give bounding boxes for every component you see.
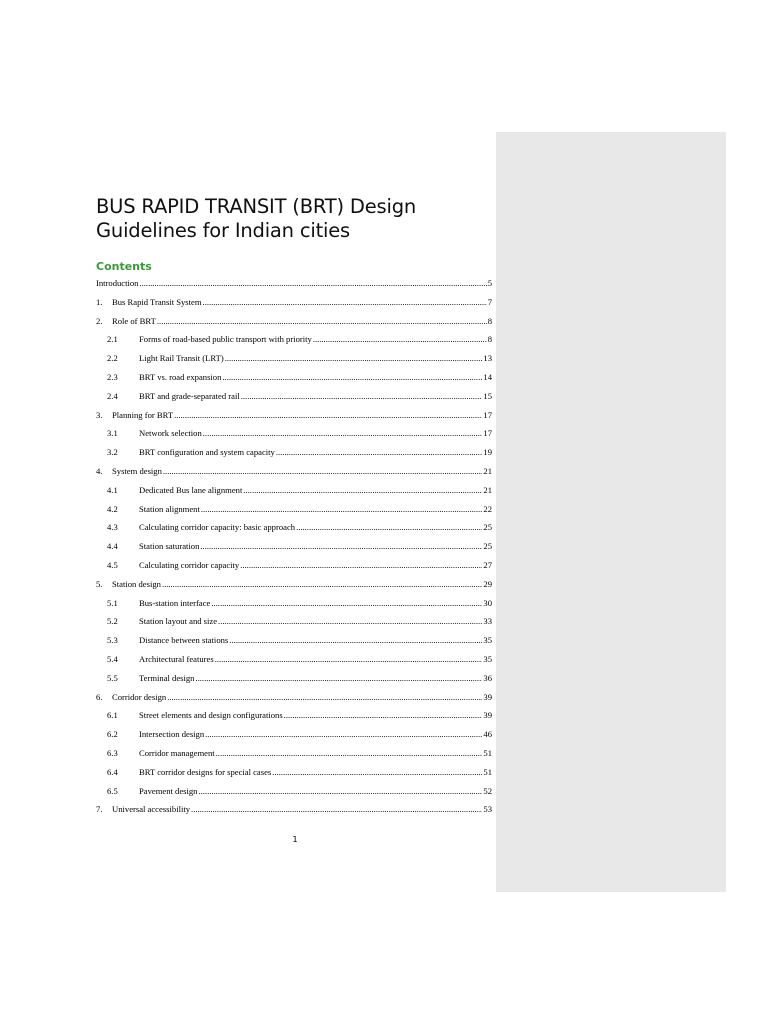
toc-entry-page: 17 [483,428,492,439]
toc-entry-number: 5.1 [107,597,118,608]
table-of-contents [96,277,492,822]
toc-dot-leader [225,352,483,364]
toc-dot-leader [313,333,487,345]
toc-entry-title: Calculating corridor capacity [139,559,240,570]
toc-dot-leader [163,465,483,477]
toc-entry-title: Station saturation [139,541,200,552]
toc-entry-title: Distance between stations [139,635,229,646]
toc-entry-number: 4.4 [107,541,118,552]
toc-entry-page: 39 [483,710,492,721]
toc-dot-leader [203,427,483,439]
toc-entry[interactable] [96,540,492,559]
toc-entry-number: 5.3 [107,635,118,646]
toc-entry-number: 6.2 [107,729,118,740]
toc-dot-leader [162,578,482,590]
toc-dot-leader [201,503,483,515]
toc-entry[interactable] [96,634,492,653]
toc-entry[interactable] [96,766,492,785]
toc-entry-page: 15 [483,390,492,401]
toc-entry-title: Introduction [96,278,139,288]
toc-entry-title: Forms of road-based public transport with priority [139,334,312,345]
toc-entry-number: 4.5 [107,559,118,570]
toc-dot-leader [284,709,483,721]
toc-entry-number: 2. [96,315,103,326]
toc-dot-leader [211,597,482,609]
toc-entry-title: Station alignment [139,503,200,514]
toc-entry-page: 25 [483,541,492,552]
toc-entry[interactable] [96,277,492,296]
toc-dot-leader [272,766,482,778]
toc-dot-leader [240,559,482,571]
toc-entry[interactable] [96,578,492,597]
toc-entry[interactable] [96,427,492,446]
toc-entry-title: Architectural features [139,653,214,664]
toc-dot-leader [191,803,482,815]
toc-entry[interactable] [96,653,492,672]
toc-entry-number: 1. [96,296,103,307]
toc-entry[interactable] [96,615,492,634]
toc-entry-page: 52 [483,785,492,796]
toc-entry-number: 2.3 [107,371,118,382]
toc-entry-page: 21 [483,465,492,476]
toc-entry-page: 14 [483,371,492,382]
toc-entry-number: 4.1 [107,484,118,495]
toc-entry-title: Intersection design [139,729,205,740]
toc-entry-number: 2.4 [107,390,118,401]
toc-entry[interactable] [96,709,492,728]
toc-entry-page: 27 [483,559,492,570]
toc-entry-title: Bus Rapid Transit System [112,296,202,307]
toc-entry-number: 6.4 [107,766,118,777]
toc-dot-leader [200,540,482,552]
toc-entry[interactable] [96,296,492,315]
toc-entry-title: Planning for BRT [112,409,174,420]
toc-dot-leader [198,785,482,797]
toc-dot-leader [222,371,482,383]
toc-entry-title: Calculating corridor capacity: basic approach [139,522,296,533]
toc-entry-title: Station layout and size [139,616,218,627]
toc-entry[interactable] [96,803,492,822]
toc-entry-page: 13 [483,353,492,364]
toc-dot-leader [195,672,482,684]
toc-entry-title: Dedicated Bus lane alignment [139,484,243,495]
toc-entry-title: Terminal design [139,672,195,683]
toc-entry-page: 53 [483,804,492,815]
toc-entry-number: 2.2 [107,353,118,364]
toc-entry-title: Pavement design [139,785,198,796]
toc-entry-number: 6. [96,691,103,702]
toc-entry-page: 46 [483,729,492,740]
toc-entry-page: 51 [483,766,492,777]
toc-entry[interactable] [96,672,492,691]
toc-entry-title: Bus-station interface [139,597,211,608]
toc-entry-number: 5. [96,578,103,589]
toc-entry[interactable] [96,446,492,465]
toc-dot-leader [216,747,483,759]
toc-entry-title: Role of BRT [112,315,156,326]
toc-entry[interactable] [96,390,492,409]
toc-entry-page: 30 [483,597,492,608]
toc-entry-number: 4.2 [107,503,118,514]
toc-entry-page: 8 [487,334,492,345]
toc-entry-page: 36 [483,672,492,683]
toc-entry-page: 25 [483,522,492,533]
toc-entry-title: Corridor management [139,747,215,758]
toc-dot-leader [243,484,482,496]
toc-entry-number: 6.3 [107,747,118,758]
toc-entry[interactable] [96,371,492,390]
toc-dot-leader [174,409,482,421]
toc-entry[interactable] [96,785,492,804]
toc-entry-number: 3.2 [107,447,118,458]
toc-entry-page: 17 [483,409,492,420]
toc-entry-title: BRT configuration and system capacity [139,447,275,458]
toc-entry-page: 35 [483,653,492,664]
toc-entry-number: 5.4 [107,653,118,664]
toc-dot-leader [276,446,483,458]
toc-entry[interactable] [96,521,492,540]
toc-entry-page: 35 [483,635,492,646]
toc-entry-number: 4. [96,465,103,476]
toc-dot-leader [241,390,483,402]
toc-entry[interactable] [96,559,492,578]
toc-entry[interactable] [96,484,492,503]
toc-entry-number: 5.2 [107,616,118,627]
toc-dot-leader [229,634,482,646]
toc-dot-leader [157,315,487,327]
toc-entry[interactable] [96,747,492,766]
toc-entry-page: 19 [483,447,492,458]
toc-entry-page: 51 [483,747,492,758]
page-number: 1 [292,835,298,844]
toc-dot-leader [218,615,482,627]
toc-entry-number: 5.5 [107,672,118,683]
toc-entry-title: Network selection [139,428,202,439]
toc-entry[interactable] [96,728,492,747]
toc-entry[interactable] [96,597,492,616]
toc-entry-number: 6.1 [107,710,118,721]
toc-entry-title: BRT corridor designs for special cases [139,766,272,777]
toc-entry-title: Light Rail Transit (LRT) [139,353,224,364]
toc-entry-number: 7. [96,804,103,815]
toc-entry-page: 39 [483,691,492,702]
contents-heading: Contents [96,260,152,273]
toc-entry[interactable] [96,465,492,484]
toc-dot-leader [215,653,483,665]
toc-entry[interactable] [96,352,492,371]
toc-entry-number: 4.3 [107,522,118,533]
toc-entry[interactable] [96,503,492,522]
toc-entry-title: BRT vs. road expansion [139,371,222,382]
toc-dot-leader [203,296,487,308]
toc-entry-title: System design [112,465,162,476]
toc-entry-number: 3.1 [107,428,118,439]
toc-entry-page: 33 [483,616,492,627]
toc-dot-leader [139,277,486,289]
toc-entry-title: Street elements and design configurations [139,710,283,721]
toc-dot-leader [167,691,482,703]
toc-entry-number: 6.5 [107,785,118,796]
toc-dot-leader [205,728,482,740]
comment-margin-pane [496,132,726,892]
toc-dot-leader [296,521,482,533]
toc-entry[interactable] [96,691,492,710]
toc-entry-title: Corridor design [112,691,167,702]
toc-entry[interactable] [96,409,492,428]
document-title: BUS RAPID TRANSIT (BRT) Design Guidelines for Indian cities [96,195,417,242]
toc-entry-page: 22 [483,503,492,514]
toc-entry[interactable] [96,315,492,334]
toc-entry-title: Universal accessibility [112,804,191,815]
toc-entry-number: 3. [96,409,103,420]
toc-entry-number: 2.1 [107,334,118,345]
toc-entry-page: 5 [487,278,492,288]
toc-entry[interactable] [96,333,492,352]
toc-entry-page: 7 [487,296,492,307]
toc-entry-page: 8 [487,315,492,326]
toc-entry-page: 21 [483,484,492,495]
toc-entry-title: Station design [112,578,161,589]
toc-entry-page: 29 [483,578,492,589]
toc-entry-title: BRT and grade-separated rail [139,390,240,401]
